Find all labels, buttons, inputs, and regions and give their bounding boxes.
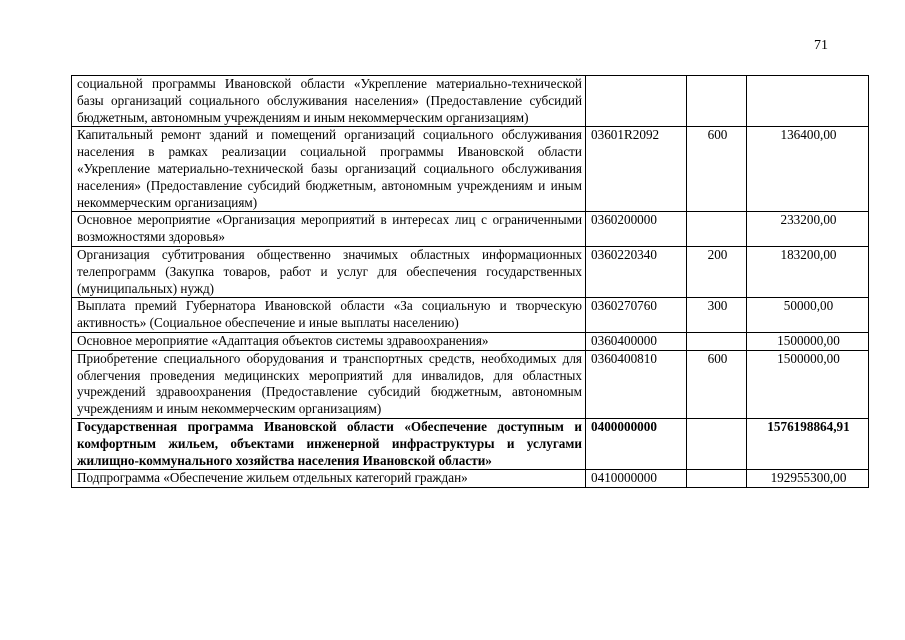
table-row (72, 470, 869, 488)
row-expense-type-cell (687, 470, 747, 488)
page-number: 71 (814, 38, 828, 53)
row-amount-cell: 1576198864,91 (747, 418, 869, 469)
table-row (72, 350, 869, 418)
row-amount-cell: 192955300,00 (747, 470, 869, 488)
row-name-cell: Основное мероприятие «Адаптация объектов системы здравоохранения» (72, 332, 586, 350)
row-name-cell: Капитальный ремонт зданий и помещений организаций социального обслуживания населения в рамках реализации социальной программы Ивановской области «Укрепление материально-технической базы организаций социального обслуживания населения» (Предоставление субсидий бюджетным, автономным учреждениям и иным некоммерческим организациям) (72, 127, 586, 212)
row-expense-type-cell: 600 (687, 127, 747, 212)
row-name-cell: Организация субтитрования общественно значимых областных информационных телепрограмм (Закупка товаров, работ и услуг для обеспечения государственных (муниципальных) нужд) (72, 246, 586, 297)
row-code-cell: 0360400000 (586, 332, 687, 350)
row-name-cell: социальной программы Ивановской области «Укрепление материально-технической базы организаций социального обслуживания населения» (Предоставление субсидий бюджетным, автономным учреждениям и иным некоммерческим организациям) (72, 76, 586, 127)
row-code-cell: 0360220340 (586, 246, 687, 297)
row-code-cell: 0360270760 (586, 298, 687, 333)
budget-table (71, 75, 869, 488)
row-code-cell: 0360400810 (586, 350, 687, 418)
row-expense-type-cell (687, 418, 747, 469)
row-name-cell: Основное мероприятие «Организация мероприятий в интересах лиц с ограниченными возможностями здоровья» (72, 212, 586, 247)
row-code-cell: 0400000000 (586, 418, 687, 469)
table-row (72, 127, 869, 212)
row-amount-cell (747, 76, 869, 127)
row-expense-type-cell (687, 76, 747, 127)
row-expense-type-cell (687, 212, 747, 247)
table-row (72, 246, 869, 297)
row-amount-cell: 183200,00 (747, 246, 869, 297)
row-code-cell: 0360200000 (586, 212, 687, 247)
row-amount-cell: 1500000,00 (747, 332, 869, 350)
row-name-cell: Государственная программа Ивановской области «Обеспечение доступным и комфортным жильем, объектами инженерной инфраструктуры и услугами жилищно-коммунального хозяйства населения Ивановской области» (72, 418, 586, 469)
table-row (72, 298, 869, 333)
row-amount-cell: 1500000,00 (747, 350, 869, 418)
row-name-cell: Подпрограмма «Обеспечение жильем отдельных категорий граждан» (72, 470, 586, 488)
row-code-cell (586, 76, 687, 127)
table-row (72, 76, 869, 127)
row-expense-type-cell: 200 (687, 246, 747, 297)
row-amount-cell: 136400,00 (747, 127, 869, 212)
row-code-cell: 03601R2092 (586, 127, 687, 212)
table-row (72, 332, 869, 350)
row-amount-cell: 50000,00 (747, 298, 869, 333)
row-name-cell: Приобретение специального оборудования и транспортных средств, необходимых для облегчения проведения медицинских мероприятий для инвалидов, для областных учреждений здравоохранения (Предоставление субсидий бюджетным, автономным учреждениям и иным некоммерческим организациям) (72, 350, 586, 418)
row-name-cell: Выплата премий Губернатора Ивановской области «За социальную и творческую активность» (Социальное обеспечение и иные выплаты населению) (72, 298, 586, 333)
row-expense-type-cell (687, 332, 747, 350)
row-expense-type-cell: 300 (687, 298, 747, 333)
table-row (72, 212, 869, 247)
row-code-cell: 0410000000 (586, 470, 687, 488)
table-row-program-total (72, 418, 869, 469)
row-expense-type-cell: 600 (687, 350, 747, 418)
row-amount-cell: 233200,00 (747, 212, 869, 247)
